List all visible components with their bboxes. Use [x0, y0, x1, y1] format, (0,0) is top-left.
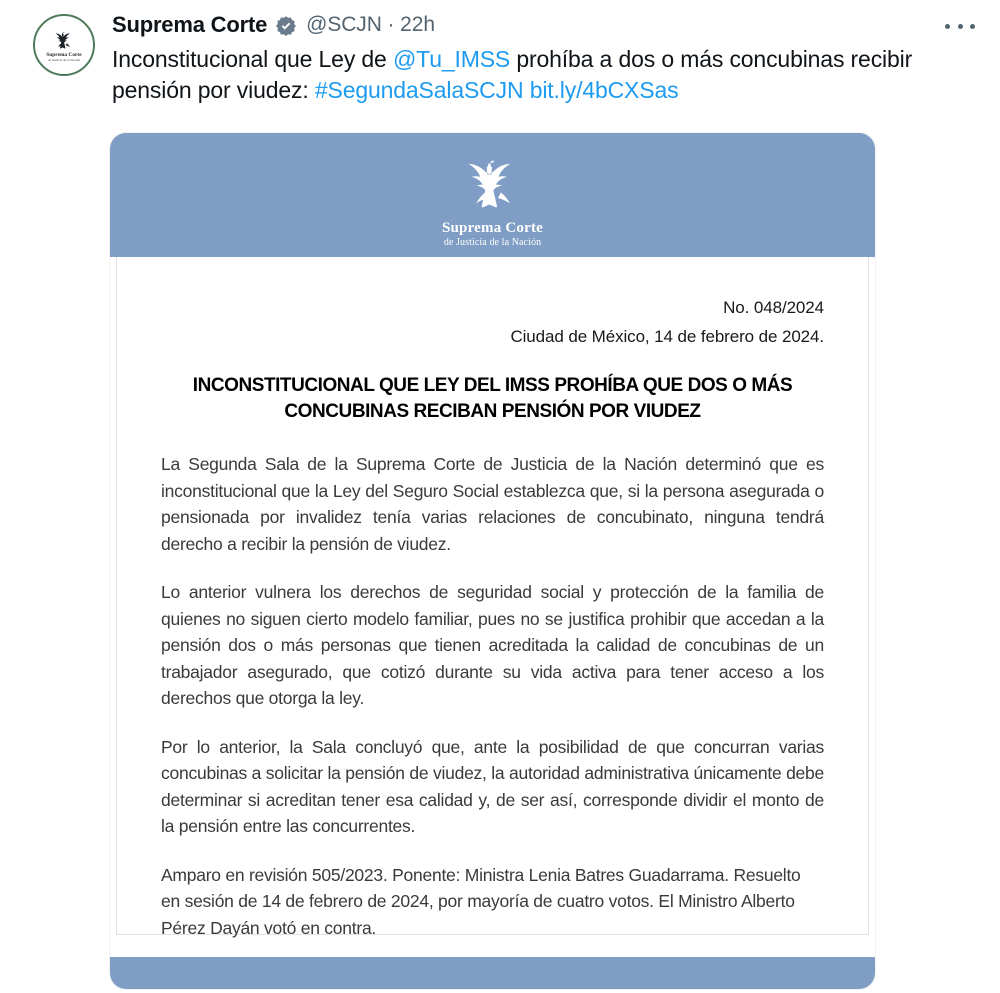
more-dot [958, 24, 963, 29]
more-options-icon[interactable] [942, 12, 978, 40]
eagle-emblem-icon [51, 30, 77, 52]
document-page [116, 257, 869, 938]
document-emblem-subtitle: de Justicia de la Nación [443, 237, 542, 248]
tweet-text-part: prohíba a dos o más concubinas recibir pensión por viudez: [112, 46, 913, 103]
eagle-emblem-icon [456, 155, 530, 217]
tweet-timestamp[interactable]: 22h [400, 13, 435, 36]
tweet-text-part: Inconstitucional que Ley de [112, 46, 393, 72]
tweet-header [0, 0, 1000, 120]
verified-badge-icon[interactable] [275, 15, 297, 37]
document-header-band [110, 133, 875, 257]
document-footer-band [110, 957, 875, 989]
document-body [161, 451, 824, 988]
attached-document-image[interactable] [110, 133, 875, 989]
document-paragraph: La Segunda Sala de la Suprema Corte de Justicia de la Nación determinó que es inconstitucional que la Ley del Seguro Social establezca que, si la persona asegurada o pensionada por invalidez tenía varias relaciones de concubinato, ninguna tendrá derecho a recibir la pensión de viudez. [161, 454, 824, 554]
avatar[interactable] [33, 14, 95, 76]
hashtag-link[interactable]: #SegundaSalaSCJN [314, 77, 524, 103]
document-title: INCONSTITUCIONAL QUE LEY DEL IMSS PROHÍBA QUE DOS O MÁS CONCUBINAS RECIBAN PENSIÓN POR VIUDEZ [192, 375, 793, 422]
more-dot [970, 24, 975, 29]
more-dot [945, 24, 950, 29]
author-line [112, 10, 435, 40]
document-number: No. 048/2024 [723, 298, 824, 317]
document-city-date: Ciudad de México, 14 de febrero de 2024. [510, 327, 824, 346]
avatar-subtitle: de Justicia de la Nación [47, 57, 81, 62]
author-handle[interactable] [306, 13, 435, 37]
document-paragraph: Por lo anterior, la Sala concluyó que, ante la posibilidad de que concurran varias concubinas a solicitar la pensión de viudez, la autoridad administrativa únicamente debe determinar si acreditan tener esa calidad y, de ser así, corresponde dividir el monto de la pensión entre las concurrentes. [161, 736, 824, 836]
author-display-name[interactable]: Suprema Corte [112, 12, 268, 37]
handle-text: @SCJN [306, 13, 382, 36]
tweet-text [112, 44, 972, 106]
mention-link[interactable]: @Tu_IMSS [392, 46, 511, 72]
handle-separator: · [387, 13, 395, 36]
document-meta [161, 293, 824, 351]
document-paragraph: Lo anterior vulnera los derechos de seguridad social y protección de la familia de quienes no siguen cierto modelo familiar, pues no se justifica prohibir que accedan a la pensión dos o más personas que tienen acreditada la calidad de concubinas de un trabajador asegurado, que cotizó durante su vida activa para tener acceso a los derechos que otorga la ley. [161, 582, 824, 708]
external-link[interactable]: bit.ly/4bCXSas [529, 77, 679, 103]
document-emblem-title: Suprema Corte [441, 220, 544, 236]
avatar-title: Suprema Corte [46, 51, 82, 58]
document-case-reference: Amparo en revisión 505/2023. Ponente: Ministra Lenia Batres Guadarrama. Resuelto en sesión de 14 de febrero de 2024, por mayoría de cuatro votos. El Ministro Alberto Pérez Dayán votó en contra. [161, 864, 801, 938]
